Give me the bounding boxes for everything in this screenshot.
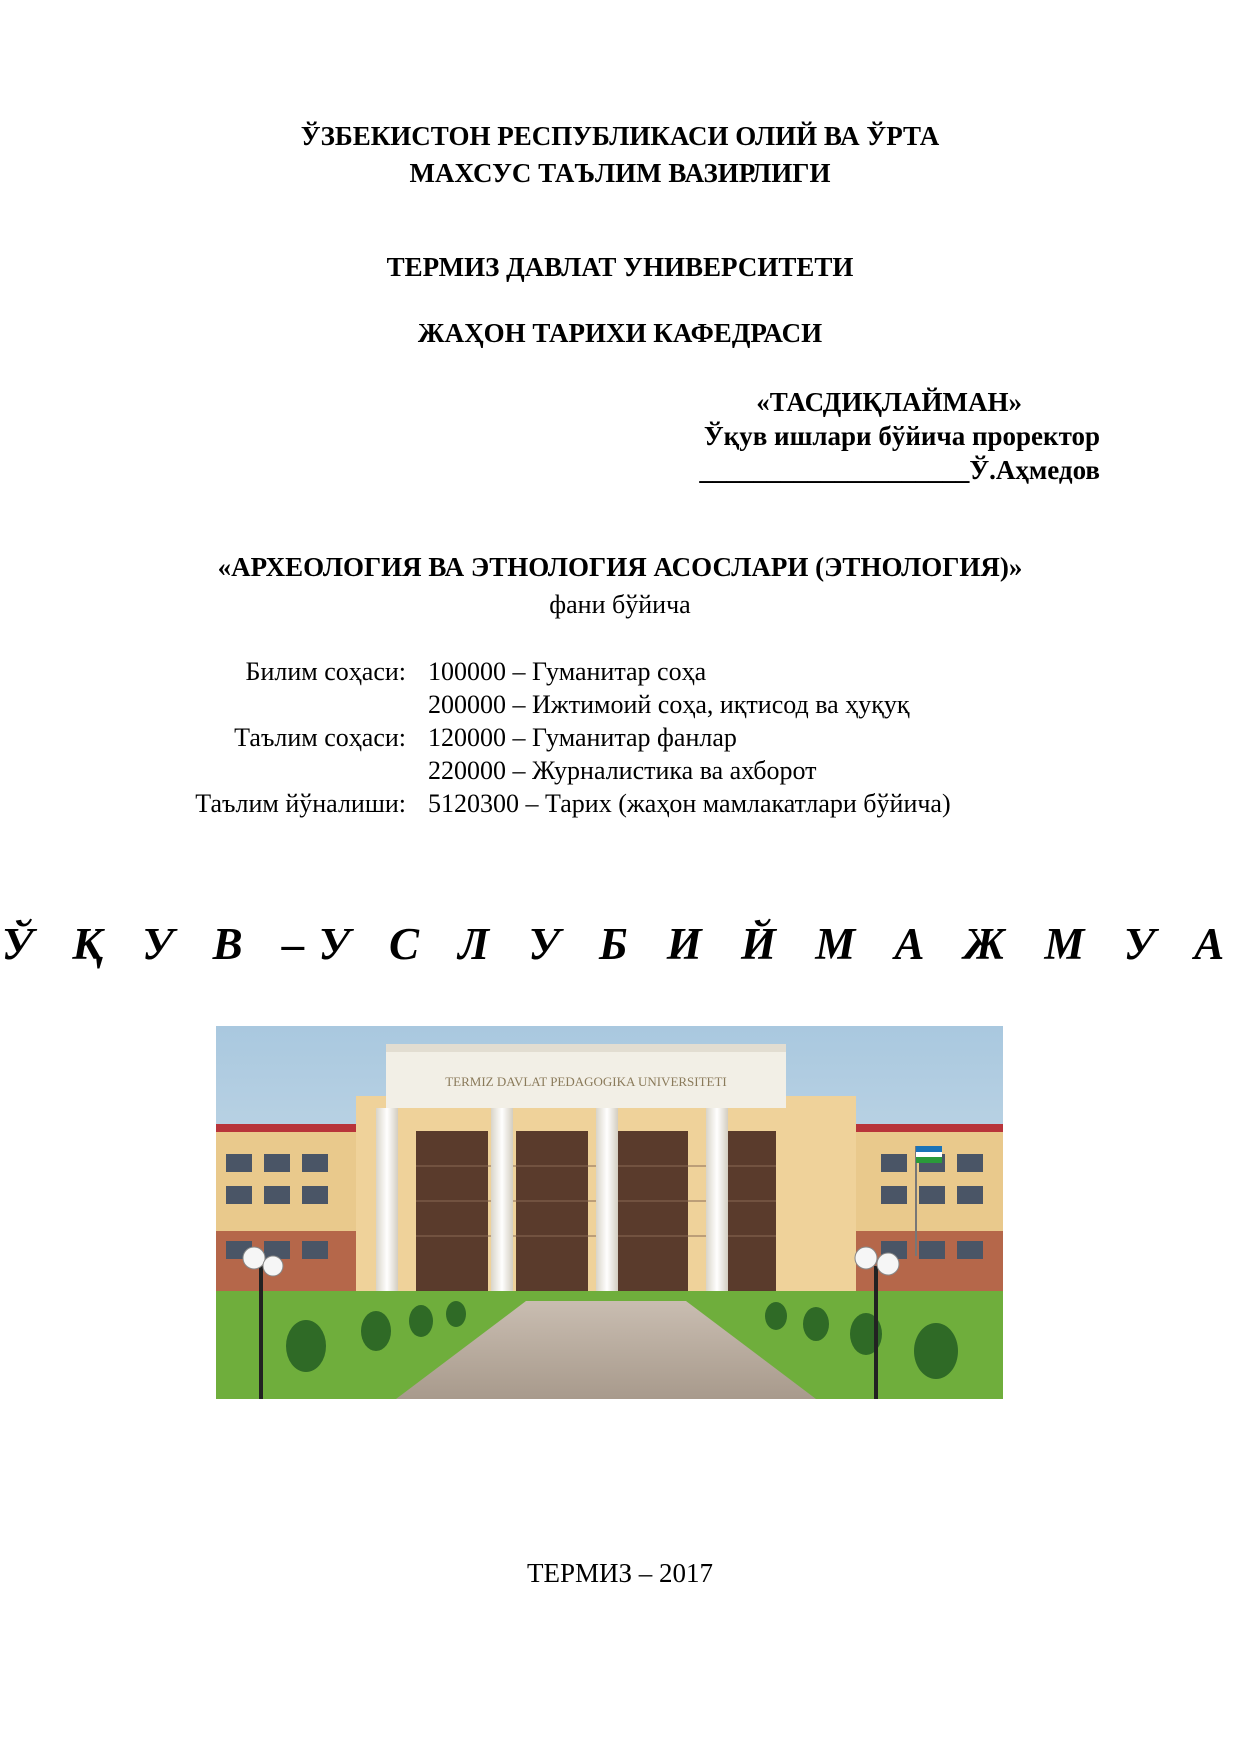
field-label: Билим соҳаси:	[245, 657, 406, 686]
field-label	[150, 688, 428, 721]
field-row	[150, 787, 951, 820]
field-value: 100000 – Гуманитар соҳа	[428, 657, 707, 686]
field-row	[150, 688, 951, 721]
field-value: 5120300 – Тарих (жаҳон мамлакатлари бўйича)	[428, 789, 951, 818]
approval-title: «ТАСДИҚЛАЙМАН»	[756, 387, 1022, 417]
subject-title: «АРХЕОЛОГИЯ ВА ЭТНОЛОГИЯ АСОСЛАРИ (ЭТНОЛОГИЯ)»	[217, 552, 1023, 582]
field-row	[150, 721, 951, 754]
field-label: Таълим йўналиши:	[195, 789, 406, 818]
approval-signature: ____________________Ў.Аҳмедов	[699, 455, 1100, 485]
flag-icon	[916, 1146, 942, 1152]
field-value: 120000 – Гуманитар фанлар	[428, 723, 737, 752]
approval-position: Ўқув ишлари бўйича проректор	[703, 421, 1100, 451]
city-year: ТЕРМИЗ – 2017	[526, 1558, 714, 1588]
fields-table	[150, 655, 951, 820]
field-row	[150, 655, 951, 688]
university-name: ТЕРМИЗ ДАВЛАТ УНИВЕРСИТЕТИ	[386, 252, 854, 282]
ministry-line-1: ЎЗБЕКИСТОН РЕСПУБЛИКАСИ ОЛИЙ ВА ЎРТА	[300, 121, 940, 151]
field-value: 220000 – Журналистика ва ахборот	[428, 756, 817, 785]
field-row	[150, 754, 951, 787]
field-value: 200000 – Ижтимоий соҳа, иқтисод ва ҳуқуқ	[428, 690, 910, 719]
field-label: Таълим соҳаси:	[234, 723, 406, 752]
department-name: ЖАҲОН ТАРИХИ КАФЕДРАСИ	[417, 318, 823, 348]
field-label	[150, 754, 428, 787]
university-building-photo	[216, 1026, 1003, 1399]
ministry-header	[0, 118, 1240, 192]
building-sign: TERMIZ DAVLAT PEDAGOGIKA UNIVERSITETI	[445, 1074, 727, 1089]
approval-block	[699, 385, 1100, 487]
document-main-title: Ў Қ У В –У С Л У Б И Й М А Ж М У А	[1, 919, 1239, 969]
ministry-line-2: МАХСУС ТАЪЛИМ ВАЗИРЛИГИ	[409, 158, 831, 188]
subject-subtitle: фани бўйича	[549, 590, 691, 619]
